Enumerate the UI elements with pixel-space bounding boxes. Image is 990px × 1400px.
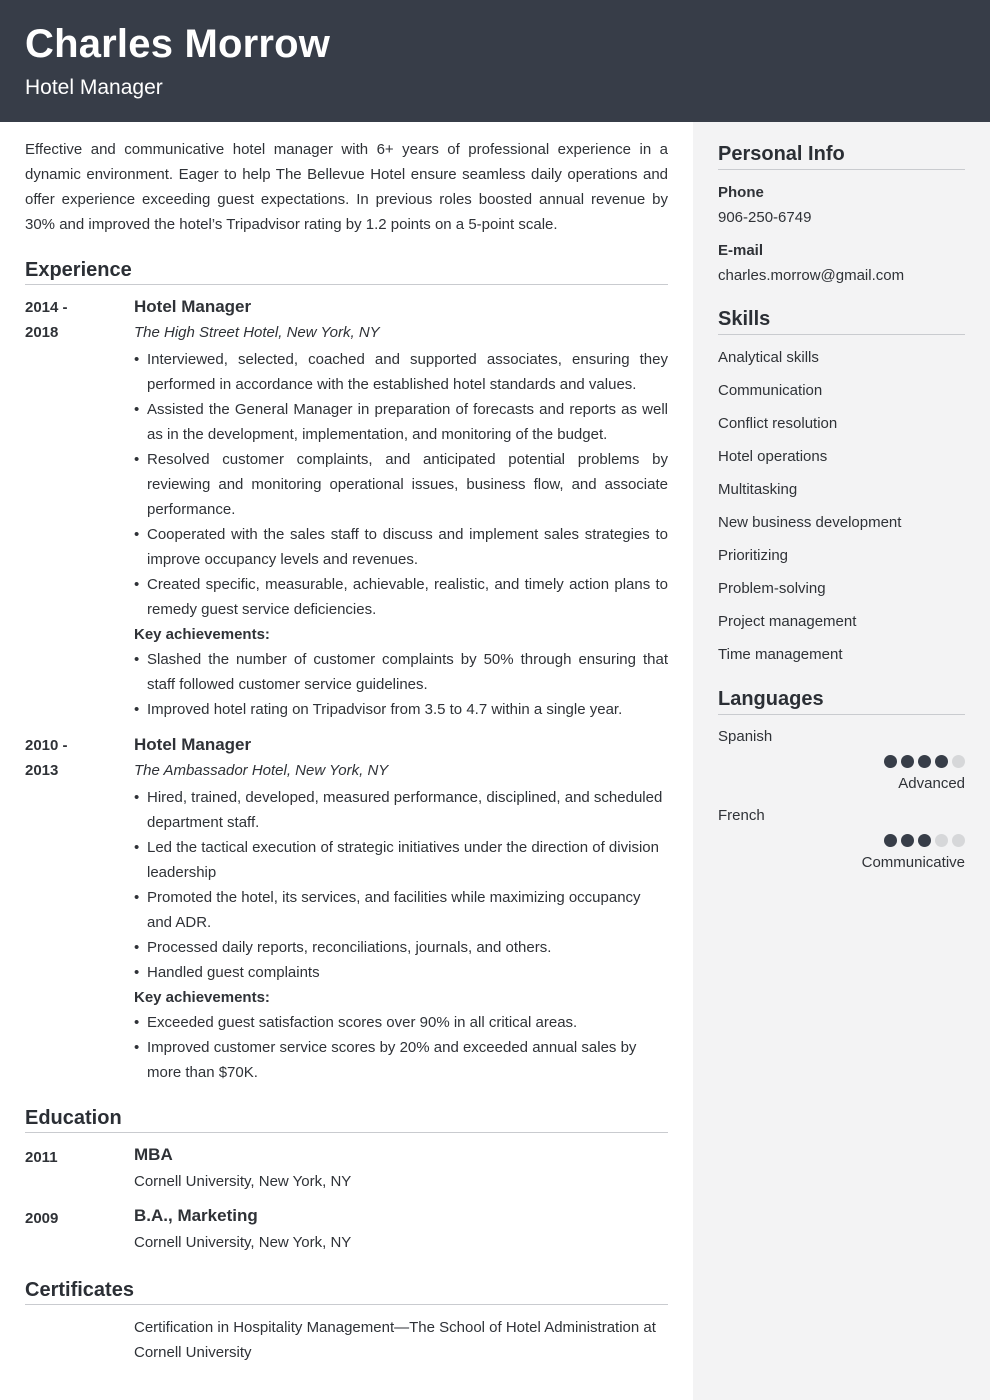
education-date: 2009 bbox=[25, 1210, 59, 1227]
duty-item: • Led the tactical execution of strategic initiatives under the direction of division leadership bbox=[134, 835, 668, 885]
languages-heading: Languages bbox=[718, 685, 965, 715]
rating-dot-filled bbox=[935, 755, 948, 768]
duty-item: • Assisted the General Manager in preparation of forecasts and reports as well as in the development, implementation, and monitoring of the budget. bbox=[134, 397, 668, 447]
candidate-role: Hotel Manager bbox=[25, 76, 163, 99]
achievement-item: • Improved hotel rating on Tripadvisor from 3.5 to 4.7 within a single year. bbox=[134, 697, 668, 722]
education-degree: B.A., Marketing bbox=[134, 1206, 258, 1225]
phone-value: 906-250-6749 bbox=[718, 209, 812, 226]
education-date: 2011 bbox=[25, 1149, 58, 1166]
summary: Effective and communicative hotel manager with 6+ years of professional experience in a dynamic environment. Eager to help The Bellevue Hotel ensure seamless daily operations and offer experience exceeding guest expectations. In previous roles boosted annual revenue by 30% and improved the hotel’s Tripadvisor rating by 1.2 points on a 5-point scale. bbox=[25, 141, 668, 233]
achievement-item: • Exceeded guest satisfaction scores over 90% in all critical areas. bbox=[134, 1010, 668, 1035]
rating-dot-empty bbox=[952, 755, 965, 768]
job-achievements bbox=[134, 647, 668, 722]
skill-item: Communication bbox=[718, 382, 823, 399]
job-duties bbox=[134, 347, 668, 622]
duty-item: • Processed daily reports, reconciliations, journals, and others. bbox=[134, 935, 668, 960]
duty-item: • Hired, trained, developed, measured performance, disciplined, and scheduled department staff. bbox=[134, 785, 668, 835]
education-degree: MBA bbox=[134, 1145, 173, 1164]
duty-item: • Interviewed, selected, coached and supported associates, ensuring they performed in accordance with the established hotel standards and values. bbox=[134, 347, 668, 397]
language-level: Advanced bbox=[898, 775, 965, 792]
job-company: The High Street Hotel, New York, NY bbox=[134, 324, 380, 341]
job-title: Hotel Manager bbox=[134, 297, 252, 316]
certificate-text: Certification in Hospitality Management—The School of Hotel Administration at Cornell University bbox=[134, 1319, 656, 1361]
rating-dot-empty bbox=[935, 834, 948, 847]
rating-dot-filled bbox=[901, 755, 914, 768]
main-column bbox=[25, 137, 668, 1365]
email-value: charles.morrow@gmail.com bbox=[718, 267, 905, 284]
language-name: Spanish bbox=[718, 728, 773, 745]
job-duties bbox=[134, 785, 668, 985]
skill-item: Problem-solving bbox=[718, 580, 826, 597]
certificates-heading: Certificates bbox=[25, 1277, 668, 1305]
skills-heading: Skills bbox=[718, 305, 965, 335]
sidebar bbox=[693, 122, 990, 1400]
skill-item: Project management bbox=[718, 613, 857, 630]
key-achievements-label: Key achievements: bbox=[134, 626, 270, 643]
skill-item: Prioritizing bbox=[718, 547, 789, 564]
skills-list bbox=[718, 348, 965, 665]
rating-dot-filled bbox=[884, 755, 897, 768]
personal-info-heading: Personal Info bbox=[718, 140, 965, 170]
education-school: Cornell University, New York, NY bbox=[134, 1173, 352, 1190]
job-dates: 2014 - 2018 bbox=[25, 299, 68, 341]
experience-entry bbox=[25, 733, 668, 1085]
skill-item: Conflict resolution bbox=[718, 415, 838, 432]
phone-label: Phone bbox=[718, 184, 764, 201]
rating-dot-empty bbox=[952, 834, 965, 847]
candidate-name: Charles Morrow bbox=[25, 22, 331, 66]
education-heading: Education bbox=[25, 1105, 668, 1133]
achievement-item: • Slashed the number of customer complaints by 50% through ensuring that staff followed customer service guidelines. bbox=[134, 647, 668, 697]
rating-dot-filled bbox=[901, 834, 914, 847]
duty-item: • Handled guest complaints bbox=[134, 960, 668, 985]
language-entry bbox=[718, 727, 965, 794]
language-entry bbox=[718, 806, 965, 873]
skill-item: Multitasking bbox=[718, 481, 798, 498]
job-company: The Ambassador Hotel, New York, NY bbox=[134, 762, 389, 779]
education-school: Cornell University, New York, NY bbox=[134, 1234, 352, 1251]
job-achievements bbox=[134, 1010, 668, 1085]
rating-dot-filled bbox=[918, 755, 931, 768]
duty-item: • Cooperated with the sales staff to discuss and implement sales strategies to improve occupancy levels and revenues. bbox=[134, 522, 668, 572]
skill-item: Analytical skills bbox=[718, 349, 819, 366]
achievement-item: • Improved customer service scores by 20% and exceeded annual sales by more than $70K. bbox=[134, 1035, 668, 1085]
language-level: Communicative bbox=[861, 854, 965, 871]
rating-dot-filled bbox=[918, 834, 931, 847]
experience-heading: Experience bbox=[25, 257, 668, 285]
language-rating bbox=[718, 834, 965, 848]
experience-list bbox=[25, 295, 668, 1085]
education-entry bbox=[25, 1143, 668, 1197]
experience-entry bbox=[25, 295, 668, 722]
language-rating bbox=[718, 755, 965, 769]
email-label: E-mail bbox=[718, 242, 764, 259]
duty-item: • Created specific, measurable, achievable, realistic, and timely action plans to remedy guest service deficiencies. bbox=[134, 572, 668, 622]
skill-item: Hotel operations bbox=[718, 448, 828, 465]
job-dates: 2010 - 2013 bbox=[25, 737, 68, 779]
resume-header bbox=[0, 0, 990, 122]
language-name: French bbox=[718, 807, 765, 824]
skill-item: Time management bbox=[718, 646, 843, 663]
job-title: Hotel Manager bbox=[134, 735, 252, 754]
skill-item: New business development bbox=[718, 514, 902, 531]
education-entry bbox=[25, 1204, 668, 1258]
duty-item: • Promoted the hotel, its services, and facilities while maximizing occupancy and ADR. bbox=[134, 885, 668, 935]
certificate-entry bbox=[25, 1315, 668, 1365]
key-achievements-label: Key achievements: bbox=[134, 989, 270, 1006]
rating-dot-filled bbox=[884, 834, 897, 847]
duty-item: • Resolved customer complaints, and anticipated potential problems by reviewing and monitoring operational issues, business flow, and associate performance. bbox=[134, 447, 668, 522]
